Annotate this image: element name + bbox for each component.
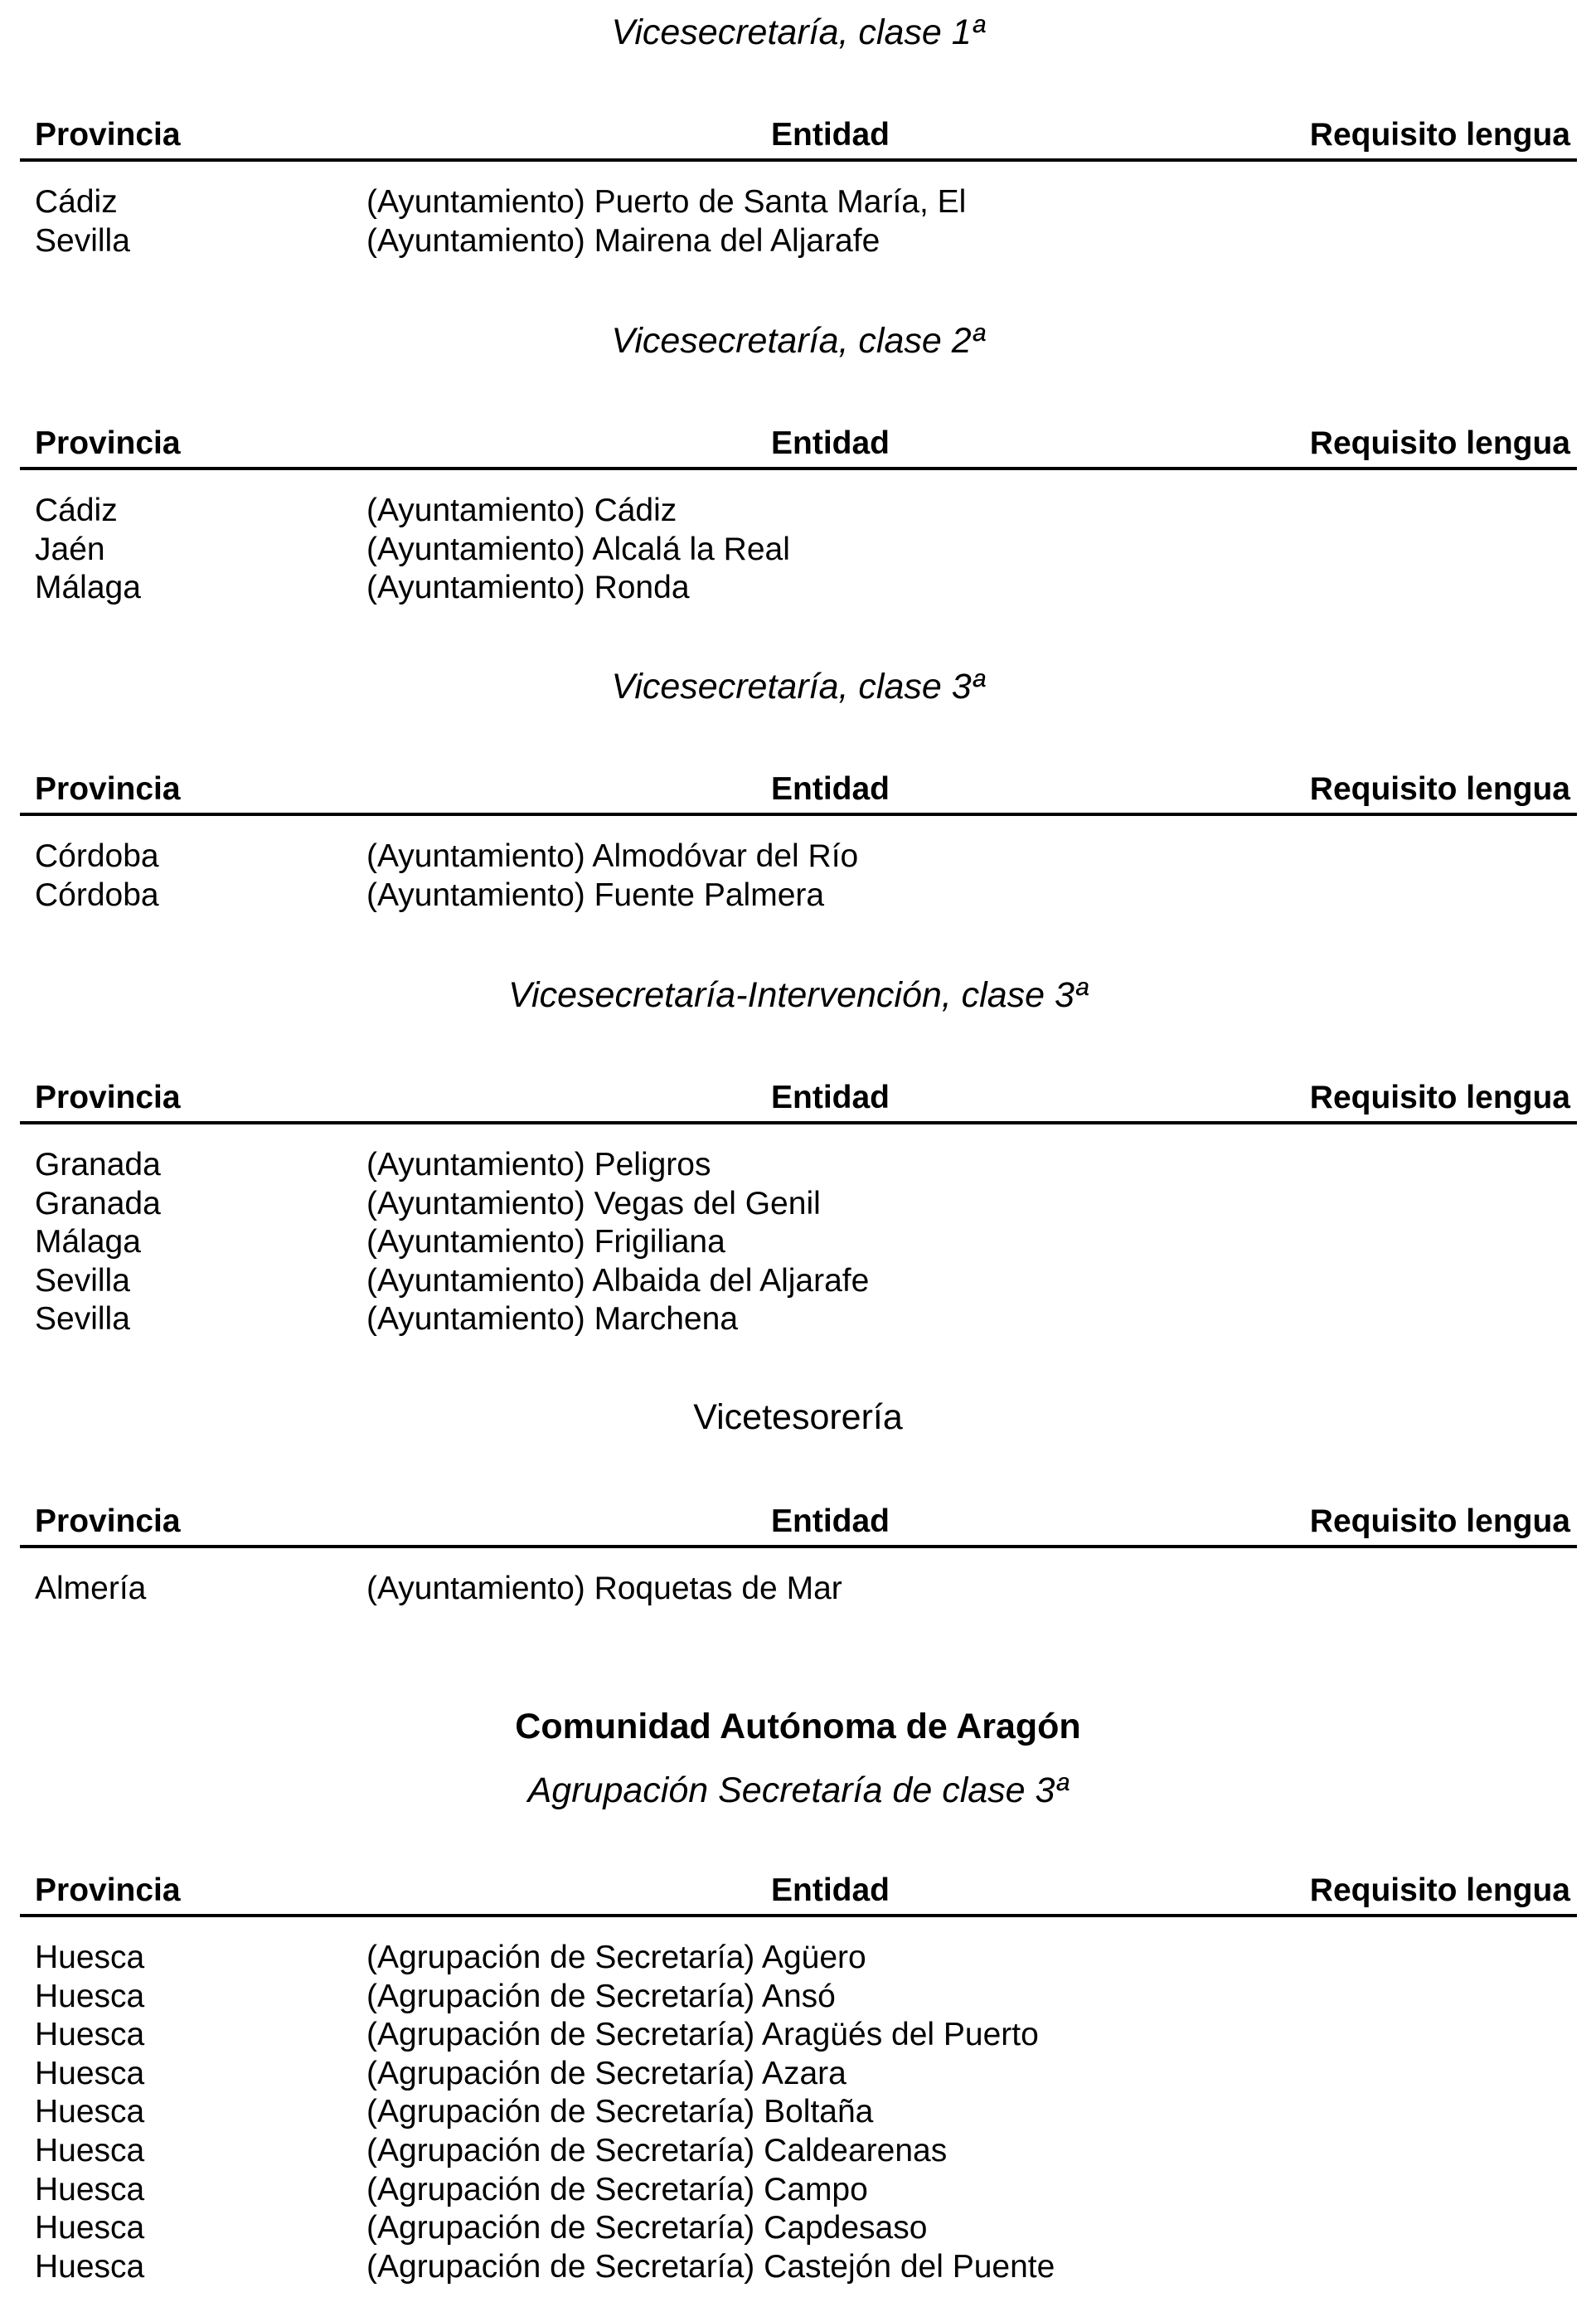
cell-entidad: (Agrupación de Secretaría) Ansó xyxy=(366,1978,836,2014)
table-body xyxy=(0,838,1596,915)
cell-entidad: (Ayuntamiento) Peligros xyxy=(366,1147,711,1183)
cell-provincia: Huesca xyxy=(35,2017,145,2053)
cell-provincia: Sevilla xyxy=(35,1301,130,1338)
cell-provincia: Córdoba xyxy=(35,838,159,874)
table-row xyxy=(0,2016,1596,2055)
section-title: Vicesecretaría, clase 1ª xyxy=(611,12,985,52)
cell-entidad: (Ayuntamiento) Cádiz xyxy=(366,493,677,528)
header-rule xyxy=(20,1121,1577,1124)
table-header xyxy=(0,422,1596,465)
header-entidad: Entidad xyxy=(771,1503,890,1539)
header-requisito-lengua: Requisito lengua xyxy=(1309,425,1570,461)
table-body xyxy=(0,492,1596,608)
cell-entidad: (Ayuntamiento) Mairena del Aljarafe xyxy=(366,222,880,259)
header-provincia: Provincia xyxy=(35,771,181,807)
cell-entidad: (Agrupación de Secretaría) Boltaña xyxy=(366,2094,874,2130)
cell-entidad: (Ayuntamiento) Puerto de Santa María, El xyxy=(366,184,967,220)
cell-provincia: Málaga xyxy=(35,570,141,606)
cell-entidad: (Ayuntamiento) Albaida del Aljarafe xyxy=(366,1262,870,1299)
section-title: Vicesecretaría, clase 2ª xyxy=(611,321,985,361)
table-row xyxy=(0,1978,1596,2017)
header-entidad: Entidad xyxy=(771,425,890,461)
cell-entidad: (Ayuntamiento) Marchena xyxy=(366,1301,739,1338)
table-row xyxy=(0,492,1596,531)
section-title: Vicetesorería xyxy=(693,1397,903,1437)
section-title: Vicesecretaría, clase 3ª xyxy=(611,667,985,707)
table-header xyxy=(0,1869,1596,1912)
table-row xyxy=(0,569,1596,608)
table-header xyxy=(0,114,1596,157)
header-requisito-lengua: Requisito lengua xyxy=(1309,771,1570,807)
header-provincia: Provincia xyxy=(35,425,181,461)
cell-provincia: Granada xyxy=(35,1185,161,1221)
header-requisito-lengua: Requisito lengua xyxy=(1309,117,1570,153)
header-provincia: Provincia xyxy=(35,1872,181,1908)
header-rule xyxy=(20,1545,1577,1548)
cell-entidad: (Ayuntamiento) Ronda xyxy=(366,570,690,606)
cell-provincia: Huesca xyxy=(35,1978,145,2014)
header-rule xyxy=(20,813,1577,816)
section-title: Vicesecretaría-Intervención, clase 3ª xyxy=(508,975,1088,1015)
cell-provincia: Huesca xyxy=(35,2132,145,2168)
cell-provincia: Cádiz xyxy=(35,184,118,220)
community-title: Comunidad Autónoma de Aragón xyxy=(515,1707,1081,1746)
table-row xyxy=(0,1146,1596,1185)
cell-provincia: Cádiz xyxy=(35,493,118,528)
table-row xyxy=(0,1300,1596,1339)
table-row xyxy=(0,1185,1596,1224)
header-rule xyxy=(20,158,1577,162)
cell-entidad: (Ayuntamiento) Alcalá la Real xyxy=(366,531,790,567)
header-requisito-lengua: Requisito lengua xyxy=(1309,1503,1570,1539)
cell-provincia: Córdoba xyxy=(35,877,159,913)
cell-provincia: Huesca xyxy=(35,2094,145,2130)
table-row xyxy=(0,183,1596,222)
header-entidad: Entidad xyxy=(771,1872,890,1908)
cell-provincia: Sevilla xyxy=(35,222,130,259)
table-row xyxy=(0,2093,1596,2132)
table-row xyxy=(0,1223,1596,1262)
cell-entidad: (Agrupación de Secretaría) Agüero xyxy=(366,1940,866,1975)
section-title: Agrupación Secretaría de clase 3ª xyxy=(527,1770,1069,1810)
cell-provincia: Málaga xyxy=(35,1224,141,1260)
header-entidad: Entidad xyxy=(771,1080,890,1115)
table-row xyxy=(0,2248,1596,2287)
header-provincia: Provincia xyxy=(35,1080,181,1115)
cell-entidad: (Ayuntamiento) Frigiliana xyxy=(366,1224,725,1260)
table-row xyxy=(0,531,1596,570)
table-body xyxy=(0,183,1596,260)
cell-entidad: (Agrupación de Secretaría) Campo xyxy=(366,2171,868,2207)
table-header xyxy=(0,768,1596,811)
cell-provincia: Huesca xyxy=(35,2248,145,2285)
table-row xyxy=(0,877,1596,915)
table-row xyxy=(0,2209,1596,2248)
table-row xyxy=(0,1262,1596,1301)
cell-entidad: (Agrupación de Secretaría) Caldearenas xyxy=(366,2132,948,2168)
table-body xyxy=(0,1146,1596,1339)
table-header xyxy=(0,1500,1596,1543)
header-rule xyxy=(20,467,1577,470)
table-row xyxy=(0,2171,1596,2210)
header-requisito-lengua: Requisito lengua xyxy=(1309,1872,1570,1908)
table-row xyxy=(0,1570,1596,1609)
header-rule xyxy=(20,1914,1577,1917)
cell-provincia: Almería xyxy=(35,1571,147,1606)
table-row xyxy=(0,1939,1596,1978)
cell-provincia: Huesca xyxy=(35,2055,145,2091)
cell-entidad: (Ayuntamiento) Roquetas de Mar xyxy=(366,1571,842,1606)
cell-provincia: Granada xyxy=(35,1147,161,1183)
header-provincia: Provincia xyxy=(35,117,181,153)
table-row xyxy=(0,2132,1596,2171)
cell-entidad: (Agrupación de Secretaría) Aragüés del Puerto xyxy=(366,2017,1039,2053)
header-entidad: Entidad xyxy=(771,117,890,153)
cell-entidad: (Agrupación de Secretaría) Capdesaso xyxy=(366,2210,928,2246)
cell-entidad: (Ayuntamiento) Vegas del Genil xyxy=(366,1185,821,1221)
table-row xyxy=(0,838,1596,877)
header-entidad: Entidad xyxy=(771,771,890,807)
table-body xyxy=(0,1570,1596,1609)
cell-provincia: Huesca xyxy=(35,1940,145,1975)
cell-provincia: Huesca xyxy=(35,2210,145,2246)
table-header xyxy=(0,1076,1596,1119)
cell-provincia: Sevilla xyxy=(35,1262,130,1299)
cell-entidad: (Agrupación de Secretaría) Azara xyxy=(366,2055,847,2091)
table-body xyxy=(0,1939,1596,2286)
cell-entidad: (Ayuntamiento) Fuente Palmera xyxy=(366,877,825,913)
header-requisito-lengua: Requisito lengua xyxy=(1309,1080,1570,1115)
table-row xyxy=(0,2055,1596,2094)
cell-entidad: (Agrupación de Secretaría) Castejón del Puente xyxy=(366,2248,1055,2285)
header-provincia: Provincia xyxy=(35,1503,181,1539)
cell-entidad: (Ayuntamiento) Almodóvar del Río xyxy=(366,838,859,874)
table-row xyxy=(0,222,1596,261)
cell-provincia: Huesca xyxy=(35,2171,145,2207)
cell-provincia: Jaén xyxy=(35,531,105,567)
